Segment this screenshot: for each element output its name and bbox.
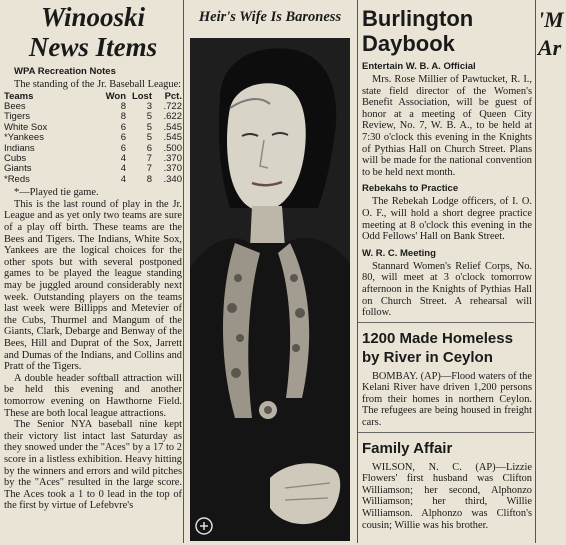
team-name-cell: Giants [4,163,32,175]
article-headline: Family Affair [362,439,453,457]
lost-cell: 3 [146,101,152,112]
headline-line-2: Ar [538,35,562,60]
article-paragraph-2: A double header softball attraction will be held this evening and another tomorrow evening on Hawthorne Field. These are both local league attractions. [4,372,182,419]
pct-cell: .340 [163,173,182,185]
lost-cell: 6 [146,142,152,154]
team-name-cell: Cubs [4,153,27,165]
section-body: Mrs. Rose Millier of Pawtucket, R. I., state field director of the Women's Benefit Association, will be guest of honor at a meeting of Queen City Review, No. 7, W. B. A., to be held at 7:30 o'clock this evening in the Knights of Pythias Hall on Church Street. Plans will be made for the national convention to be held next month. [362,74,532,178]
lost-cell: 5 [146,111,152,123]
won-cell: 4 [120,173,126,185]
won-cell: 4 [120,153,126,165]
daybook-headline [362,6,534,56]
lost-cell: 7 [146,163,152,175]
team-name-cell: Tigers [4,111,31,123]
article-body: WILSON, N. C. (AP)—Lizzie Flowers' first husband was Clifton Williamson; her second, Alphonzo Williamson; her third, Willie Williamson. Alphonzo was Clifton's cousin; Willie was his brother. [362,461,532,531]
photo-column [184,0,356,543]
table-row [4,144,182,154]
lost-cell: 5 [146,121,152,133]
section-heading: W. R. C. Meeting [362,247,436,259]
pct-cell: .722 [163,101,182,112]
won-cell: 8 [120,111,126,123]
team-name-cell: *Yankees [4,132,44,144]
won-cell: 4 [120,163,126,175]
headline-line-1: 'M [538,7,564,32]
daybook-column [358,0,534,543]
pct-cell: .500 [163,142,182,154]
team-name-cell: Indians [4,142,35,154]
standings-table [4,92,182,186]
team-name-cell: *Reds [4,173,30,185]
article-paragraph-3: The Senior NYA baseball nine kept their victory list intact last Saturday as they snowed under the "Aces" by a 17 to 2 score in a listless exhibition. Heavy hitting by the winners and errors and wild pitches by the "Aces" resulted in the large score. The Aces took a 1 to 0 lead in the top of the first by virtue of Lefebvre's [4,419,182,512]
winooski-column [4,0,182,543]
table-row [4,175,182,185]
pct-cell: .370 [163,163,182,175]
intro-text: The standing of the Jr. Baseball League: [14,79,182,90]
header-lost: Lost [131,90,152,102]
team-name-cell: White Sox [4,121,48,133]
headline-line-2: by River in Ceylon [362,348,493,366]
headline-line-2: News Items [28,32,158,62]
won-cell: 8 [120,101,126,112]
headline-line-1: Winooski [40,2,146,32]
table-header-row [4,92,182,102]
section-heading: Entertain W. B. A. Official [362,61,476,72]
section-divider [358,432,534,433]
lost-cell: 7 [146,153,152,165]
winooski-headline [4,2,182,62]
table-row [4,164,182,174]
section-body: The Rebekah Lodge officers, of I. O. O. F., will hold a short degree practice meeting at 8 o'clock this evening in the Odd Fellows' Hall on Bank Street. [362,196,532,243]
header-won: Won [105,90,126,102]
won-cell: 6 [120,121,126,133]
headline-line-1: 1200 Made Homeless [362,329,513,347]
headline-line-2: Daybook [362,31,455,56]
article-headline [362,329,534,367]
pct-cell: .622 [163,111,182,123]
section-heading: WPA Recreation Notes [14,66,116,77]
lost-cell: 5 [146,132,152,144]
section-body: Stannard Women's Relief Corps, No. 80, will meet at 3 o'clock tomorrow afternoon in the Knights of Pythias Hall on Church Street. A rehearsal will follow. [362,260,532,319]
pct-cell: .545 [163,121,182,133]
team-name-cell: Bees [4,101,26,112]
cut-off-headline [538,6,566,62]
portrait-photo [190,38,350,541]
lost-cell: 8 [146,173,152,185]
article-paragraph-1: This is the last round of play in the Jr. League and as yet only two teams are sure of a play off birth. These teams are the Bees and Tigers. The Indians, White Sox, Yankees are the logical choices for the other spots but with several postponed games to be played the league standing may be juggled around considerably next week. Outstanding players on the teams last week were Billipps and Metevier of the Cubs, Thurmel and Mangum of the Giants, Clark, Debarge and Benway of the Bees, Hill and Duprat of the Sox, Jarrett and Dumas of the Indians, and Collins and Pratt of the Tigers. [4,198,182,373]
pct-cell: .370 [163,153,182,165]
won-cell: 6 [120,142,126,154]
table-row [4,102,182,112]
cut-off-column [536,0,566,543]
pct-cell: .545 [163,132,182,144]
section-heading: Rebekahs to Practice [362,183,459,195]
won-cell: 6 [120,132,126,144]
section-divider [358,322,534,323]
headline-line-1: Burlington [362,6,474,31]
footnote: *—Played tie game. [14,187,99,199]
portrait-illustration [190,38,350,541]
header-pct: Pct. [164,90,182,102]
article-body: BOMBAY. (AP)—Flood waters of the Kelani River have driven 1,200 persons from their homes in northern Ceylon. The refugees are being housed in freight cars. [362,370,532,429]
photo-headline: Heir's Wife Is Baroness [198,9,342,25]
header-teams: Teams [4,90,34,102]
